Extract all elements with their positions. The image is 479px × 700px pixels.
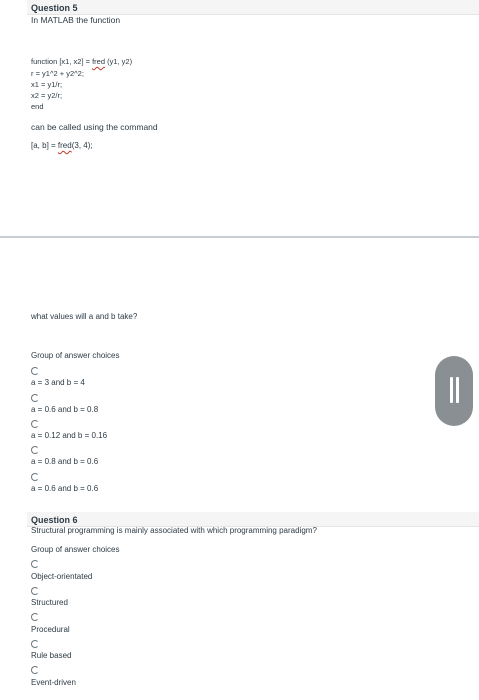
q5-option-4-label[interactable]: a = 0.8 and b = 0.6 — [31, 457, 99, 466]
question-5-intro: In MATLAB the function — [31, 15, 121, 25]
page-divider — [0, 236, 479, 238]
pause-bars-icon[interactable] — [435, 356, 473, 426]
q6-option-4-radio[interactable] — [31, 640, 39, 648]
code-line-1 — [31, 57, 132, 66]
q5-option-3-radio[interactable] — [31, 420, 39, 428]
question-5-group-label: Group of answer choices — [31, 351, 120, 360]
q5-option-5-radio[interactable] — [31, 473, 39, 481]
code-line-4: x2 = y2/r; — [31, 91, 63, 100]
q5-option-2-radio[interactable] — [31, 394, 39, 402]
question-6-header — [27, 512, 479, 527]
q6-option-2-radio[interactable] — [31, 587, 39, 595]
q5-option-1-radio[interactable] — [31, 367, 39, 375]
q5-option-5-label[interactable]: a = 0.6 and b = 0.6 — [31, 484, 99, 493]
q6-option-2-label[interactable]: Structured — [31, 598, 68, 607]
q6-option-5-radio[interactable] — [31, 666, 39, 674]
question-5-title: Question 5 — [31, 3, 78, 13]
command-line — [31, 141, 93, 150]
command-prefix: [a, b] = — [31, 141, 58, 150]
q5-option-3-label[interactable]: a = 0.12 and b = 0.16 — [31, 431, 108, 440]
called-text: can be called using the command — [31, 122, 158, 132]
code-line-1-prefix: function [x1, x2] = — [31, 57, 93, 66]
code-line-2: r = y1^2 + y2^2; — [31, 69, 84, 78]
code-line-3: x1 = y1/r; — [31, 80, 63, 89]
function-name-fred: fred — [92, 57, 106, 66]
q5-option-4-radio[interactable] — [31, 446, 39, 454]
q6-option-5-label[interactable]: Event-driven — [31, 678, 76, 687]
question-5-prompt: what values will a and b take? — [31, 312, 138, 321]
command-function-name: fred — [57, 141, 72, 150]
command-suffix: (3, 4); — [71, 141, 93, 150]
handle-bar-left — [450, 377, 453, 403]
q6-option-3-radio[interactable] — [31, 613, 39, 621]
q5-option-2-label[interactable]: a = 0.6 and b = 0.8 — [31, 405, 99, 414]
handle-bar-right — [456, 377, 459, 403]
question-6-prompt: Structural programming is mainly associated with which programming paradigm? — [31, 526, 317, 535]
q6-option-4-label[interactable]: Rule based — [31, 651, 72, 660]
code-line-1-suffix: (y1, y2) — [105, 57, 133, 66]
question-5-header — [27, 0, 479, 15]
q6-option-1-radio[interactable] — [31, 560, 39, 568]
q6-option-1-label[interactable]: Object-orientated — [31, 572, 93, 581]
q6-option-3-label[interactable]: Procedural — [31, 625, 70, 634]
code-line-5: end — [31, 102, 44, 111]
question-6-title: Question 6 — [31, 515, 78, 525]
q5-option-1-label[interactable]: a = 3 and b = 4 — [31, 378, 85, 387]
question-6-group-label: Group of answer choices — [31, 545, 120, 554]
